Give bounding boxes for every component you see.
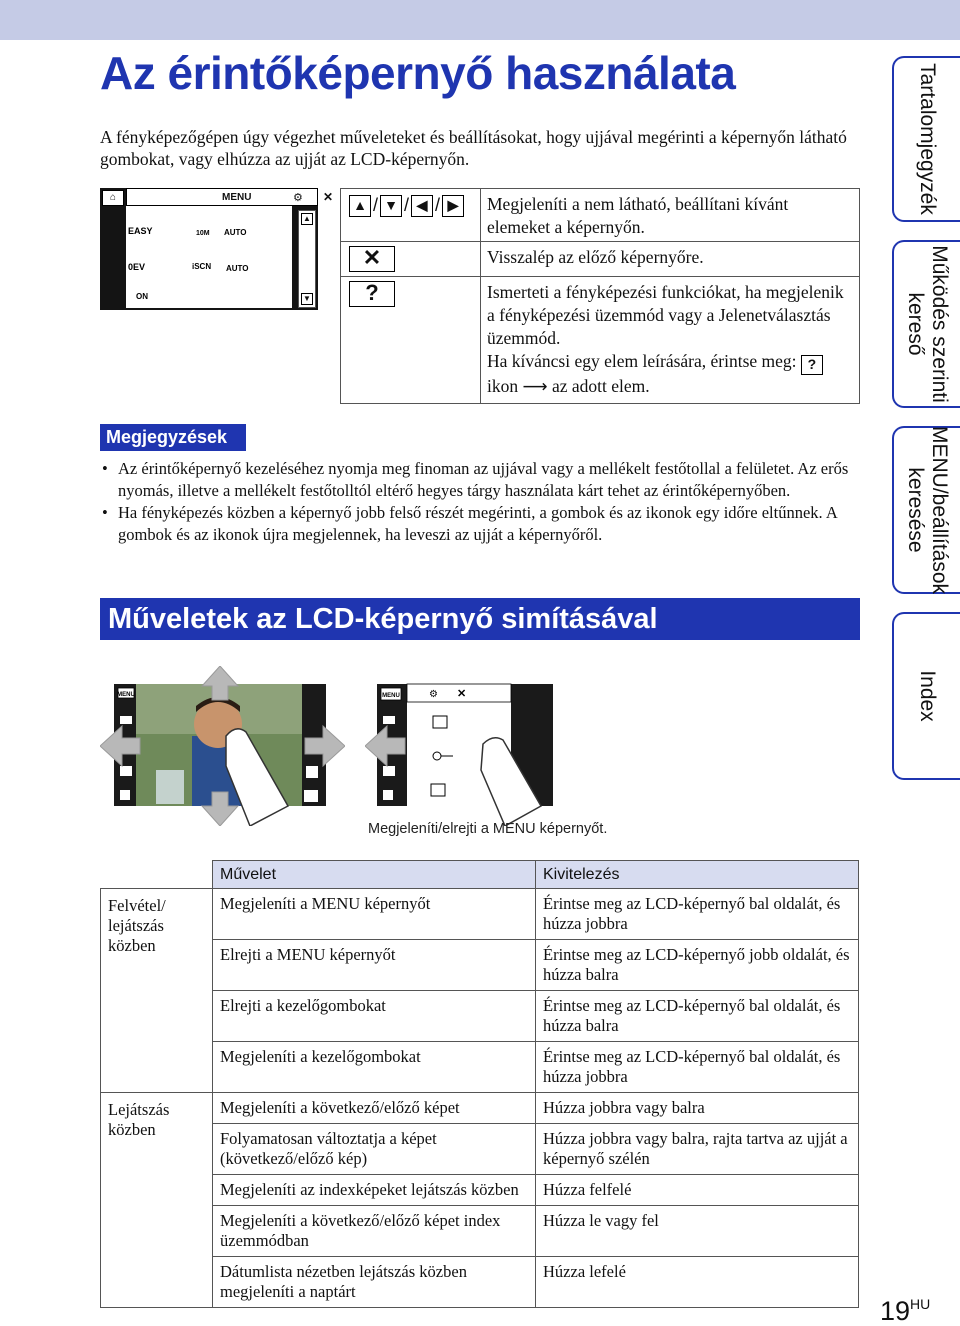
- down-arrow-icon: ▼: [380, 195, 402, 217]
- tab-contents[interactable]: [892, 56, 960, 222]
- easy-mode-label: EASY: [128, 226, 153, 236]
- tab-contents-label: Tartalomjegyzék: [916, 63, 939, 215]
- table-header-row: [101, 861, 859, 889]
- top-color-bar: [0, 0, 960, 40]
- icon-row-help: [341, 277, 860, 404]
- tab-menu-settings-search[interactable]: [892, 426, 960, 594]
- tab-operation-search[interactable]: [892, 240, 960, 408]
- camera-menu-label: MENU: [222, 192, 252, 203]
- page-number: [880, 1296, 930, 1326]
- action-cell: Megjeleníti a következő/előző képet index üzemmódban: [213, 1206, 536, 1257]
- help-desc-text2a: Ha kíváncsi egy elem leírására, érintse meg:: [487, 351, 797, 371]
- table-row: [101, 889, 859, 940]
- illustration-caption: Megjeleníti/elrejti a MENU képernyőt.: [368, 821, 608, 837]
- method-cell: Érintse meg az LCD-képernyő bal oldalát, és húzza balra: [536, 991, 859, 1042]
- icon-cell-help: [341, 277, 481, 404]
- date-on-label: ON: [136, 292, 148, 301]
- close-icon: ✕: [349, 246, 395, 272]
- table-row: [101, 1206, 859, 1257]
- scroll-up-icon: ▲: [301, 213, 313, 225]
- method-cell: Húzza jobbra vagy balra: [536, 1093, 859, 1124]
- gear-icon: ⚙: [293, 192, 303, 204]
- wb-auto-label: AUTO: [224, 228, 247, 237]
- camera-settings-panel: [126, 206, 292, 308]
- action-cell: Megjeleníti az indexképeket lejátszás közben: [213, 1175, 536, 1206]
- operations-table: [100, 860, 859, 1308]
- action-cell: Megjeleníti a kezelőgombokat: [213, 1042, 536, 1093]
- icon-table: [340, 188, 860, 404]
- empty-header-cell: [101, 861, 213, 889]
- camera-icon: [304, 790, 318, 802]
- face-auto-label: AUTO: [226, 264, 249, 273]
- table-row: [101, 940, 859, 991]
- trash-icon: [383, 790, 393, 800]
- action-cell: Folyamatosan változtatja a képet (következő/előző kép): [213, 1124, 536, 1175]
- page-number-value: 19: [880, 1296, 911, 1326]
- ev-label: 0EV: [128, 262, 146, 272]
- close-icon: ✕: [323, 190, 334, 204]
- camera-top-bar: [126, 188, 334, 206]
- note-item: • Az érintőképernyő kezeléséhez nyomja meg finoman az ujjával vagy a mellékelt festőtollal a felületet. Az erős nyomás, illetve a mellékelt festőtolltól eltérő hegyes tárgy használata kárt tehet az érintőképernyőben.: [100, 458, 860, 502]
- method-cell: Húzza jobbra vagy balra, rajta tartva az ujját a képernyő szélén: [536, 1124, 859, 1175]
- prev-icon: [306, 766, 318, 778]
- action-cell: Megjeleníti a következő/előző képet: [213, 1093, 536, 1124]
- gear-icon: ⚙: [429, 689, 438, 700]
- icon-row-back: [341, 242, 860, 277]
- menu-button-mini-label: MENU: [117, 692, 135, 698]
- tab-index[interactable]: [892, 612, 960, 780]
- scroll-down-icon: ▼: [301, 293, 313, 305]
- icon-cell-arrows: ▲ / ▼ / ◀ / ▶: [341, 189, 481, 242]
- camera-scrollbar: [298, 210, 316, 308]
- notes-list: [100, 458, 860, 546]
- intro-paragraph: A fényképezőgépen úgy végezhet műveleteket és beállításokat, hogy ujjával megérinti a képernyőn látható gombokat, vagy elhúzza az ujját az LCD-képernyőn.: [100, 127, 847, 169]
- image-size-label: 10M: [196, 230, 210, 237]
- method-cell: Érintse meg az LCD-képernyő bal oldalát, és húzza jobbra: [536, 1042, 859, 1093]
- notes-heading: Megjegyzések: [100, 424, 246, 451]
- tab-index-label: Index: [916, 670, 939, 722]
- method-cell: Húzza le vagy fel: [536, 1206, 859, 1257]
- table-row: [101, 1175, 859, 1206]
- right-arrow-icon: ▶: [442, 195, 464, 217]
- home-icon: ⌂: [102, 190, 124, 206]
- iscn-label: iSCN: [192, 262, 212, 271]
- action-cell: Megjeleníti a MENU képernyőt: [213, 889, 536, 940]
- up-arrow-icon: ▲: [349, 195, 371, 217]
- group-label-recording: Felvétel/ lejátszás közben: [101, 889, 213, 1093]
- left-arrow-icon: ◀: [411, 195, 433, 217]
- menu-button-mini-label: MENU: [382, 693, 400, 699]
- copy-icon: [120, 766, 132, 776]
- close-icon: ✕: [457, 688, 467, 700]
- group-label-playback: Lejátszás közben: [101, 1093, 213, 1308]
- table-row: [101, 1093, 859, 1124]
- method-cell: Húzza felfelé: [536, 1175, 859, 1206]
- help-desc-text2b: ikon: [487, 376, 519, 396]
- action-cell: Elrejti a MENU képernyőt: [213, 940, 536, 991]
- help-icon: ?: [349, 281, 395, 307]
- table-row: [101, 991, 859, 1042]
- table-row: [101, 1257, 859, 1308]
- note-item: • Ha fényképezés közben a képernyő jobb felső részét megérinti, a gombok és az ikonok egy időre eltűnnek. A gombok és az ikonok újra megjelennek, ha leveszi az ujját a képernyőről.: [100, 502, 860, 546]
- header-method: Kivitelezés: [536, 861, 859, 889]
- swipe-menu-illustration: [365, 666, 565, 826]
- icon-desc-help: [481, 277, 860, 404]
- icon-desc-back: Visszalép az előző képernyőre.: [481, 242, 860, 277]
- cup: [156, 770, 184, 804]
- icon-cell-back: [341, 242, 481, 277]
- tab-menu-settings-search-label: MENU/beállítások keresése: [904, 426, 951, 595]
- table-row: [101, 1042, 859, 1093]
- tab-operation-search-label: Működés szerinti kereső: [904, 245, 951, 403]
- page-language: HU: [910, 1296, 931, 1312]
- help-icon-inline: ?: [801, 355, 823, 375]
- action-cell: Elrejti a kezelőgombokat: [213, 991, 536, 1042]
- method-cell: Húzza lefelé: [536, 1257, 859, 1308]
- page-title: Az érintőképernyő használata: [100, 47, 736, 99]
- method-cell: Érintse meg az LCD-képernyő bal oldalát, és húzza jobbra: [536, 889, 859, 940]
- icon-row-arrows: [341, 189, 860, 242]
- action-cell: Dátumlista nézetben lejátszás közben megjeleníti a naptárt: [213, 1257, 536, 1308]
- help-desc-text2c: az adott elem.: [551, 376, 650, 396]
- copy-icon: [383, 766, 395, 776]
- swipe-photo-illustration: [100, 666, 345, 826]
- header-action: Művelet: [213, 861, 536, 889]
- help-desc-text: Ismerteti a fényképezési funkciókat, ha megjelenik a fényképezési üzemmód vagy a Jelenetválasztás üzemmód.: [487, 282, 844, 348]
- index-icon: [383, 716, 395, 724]
- method-cell: Érintse meg az LCD-képernyő jobb oldalát, és húzza balra: [536, 940, 859, 991]
- section-heading: Műveletek az LCD-képernyő simításával: [100, 598, 860, 640]
- camera-menu-screen: [100, 188, 334, 310]
- icon-desc-arrows: Megjeleníti a nem látható, beállítani kívánt elemeket a képernyőn.: [481, 189, 860, 242]
- trash-icon: [120, 790, 130, 800]
- index-icon: [120, 716, 132, 724]
- table-row: [101, 1124, 859, 1175]
- arrow-right-icon: ⟶: [522, 377, 548, 397]
